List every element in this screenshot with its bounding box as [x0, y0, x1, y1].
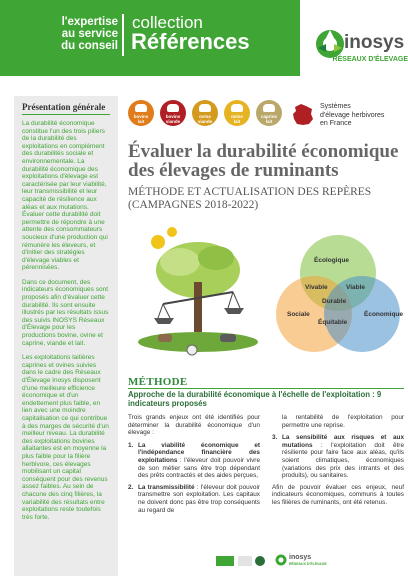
- list-item-text: : l'exploitation doit être résiliente pour faire face aux aléas, qu'ils soient climatiques, économiques (variations des prix des intrants et des produits), ou sanitaires.: [282, 441, 404, 480]
- list-number: 2.: [128, 483, 134, 491]
- tagline: [18, 16, 118, 52]
- systems-label: [320, 103, 404, 129]
- sidebar-paragraph: La durabilité économique constitue l'un des trois piliers de la durabilité des exploitations en complément des durabilités sociale et environnementale. La durabilité économique des exploitations d'élevage est caractérisée par leur viabilité, leur transmissibilité et leur capacité de résilience aux aléas et aux mutations. Évaluer cette durabilité doit permettre de répondre à une attente des consommateurs soucieux d'une production qui rémunère les éleveurs, et d'initier des stratégies d'élevage viables et pérennisées.: [22, 120, 108, 272]
- methode-column-right: [272, 414, 404, 512]
- list-item-bold: La sensibilité aux risques et aux mutations: [282, 434, 404, 449]
- venn-label-sociale: Sociale: [287, 311, 310, 318]
- badge-bovins-viande: [160, 100, 186, 126]
- tagline-line: du conseil: [61, 40, 118, 52]
- badge-label: caprins: [260, 114, 277, 119]
- enjeux-list: [128, 442, 260, 514]
- badge-label: viande: [197, 119, 213, 124]
- goat-icon: [263, 104, 275, 112]
- venn-label-ecologique: Écologique: [314, 257, 350, 264]
- methode-intro: Trois grands enjeux ont été identifiés pour déterminer la durabilité économique d'un élevage :: [128, 414, 260, 437]
- systems-line: Systèmes: [320, 103, 351, 110]
- list-number: 3.: [272, 434, 278, 442]
- section-subtitle: Approche de la durabilité économique à l'échelle de l'exploitation : 9 indicateurs proposés: [128, 390, 382, 408]
- list-item-text: : l'éleveur doit pouvoir transmettre son exploitation. Les capitaux ne doivent donc pas être trop conséquents au regard de: [138, 483, 260, 514]
- durability-venn-diagram: [268, 228, 408, 360]
- venn-label-economique: Économique: [364, 311, 404, 318]
- france-map-icon: [291, 103, 315, 127]
- badge-label: bovins: [133, 114, 149, 119]
- badge-ovins-lait: [224, 100, 250, 126]
- list-item-bold: La transmissibilité: [138, 483, 195, 491]
- enjeux-list-continued: [272, 434, 404, 480]
- badge-bovins-lait: [128, 100, 154, 126]
- badge-ovins-viande: [192, 100, 218, 126]
- sidebar-paragraph: Dans ce document, des indicateurs économiques sont proposés afin d'évaluer cette durabilité. Ils sont ensuite illustrés par les résultats issus des suivis INOSYS Réseaux d'Élevage pour les productions bovine, ovine et caprine, viande et lait.: [22, 278, 109, 347]
- list-item: [128, 442, 260, 480]
- sheep-icon: [199, 104, 211, 112]
- badge-label: lait: [137, 119, 145, 124]
- sheep-icon: [231, 104, 243, 112]
- logo-name: inosys: [344, 32, 405, 53]
- sidebar-rule: [22, 114, 110, 115]
- badge-label: bovins: [165, 114, 181, 119]
- collection-label: collection: [132, 13, 203, 32]
- list-item: [128, 484, 260, 514]
- badge-label: viande: [165, 119, 181, 124]
- scale-illustration-icon: [128, 222, 268, 372]
- tagline-line: au service: [61, 28, 118, 40]
- badge-label: lait: [233, 119, 241, 124]
- header: [0, 0, 408, 96]
- sidebar-presentation: [14, 96, 118, 576]
- methode-closing: Afin de pouvoir évaluer ces enjeux, neuf indicateurs économiques, communs à toutes les filières de ruminants, ont été retenus.: [272, 483, 404, 506]
- badge-label: ovins: [199, 114, 211, 119]
- venn-label-vivable: Vivable: [305, 284, 328, 291]
- cow-icon: [167, 104, 179, 112]
- sidebar-paragraph: Les exploitations laitières caprines et ovines suivies dans le cadre des Réseaux d'Élevage Inosys disposent d'une meilleure efficience économique et d'un endettement plus faible, en lien avec une moindre capitalisation ce qui contribue à des marges de sécurité d'un meilleur niveau. La durabilité des exploitations bovines allaitantes est en moyenne la plus faible pour la filière herbivore, ces élevages mobilisant un capital conséquent pour des revenus assez faibles. Au sein de chacune des cinq filières, la variabilité des résultats entre exploitations reste toutefois très forte.: [22, 354, 109, 521]
- section-rule: [128, 388, 404, 389]
- cow-icon: [135, 104, 147, 112]
- sidebar-heading: Présentation générale: [22, 102, 106, 112]
- badge-caprins-lait: [256, 100, 282, 126]
- list-item-continuation: la rentabilité de l'exploitation pour permettre une reprise.: [282, 414, 404, 429]
- section-title-methode: MÉTHODE: [128, 376, 188, 388]
- footer-inosys-logo: [275, 552, 325, 572]
- footer-logo-subtitle: RÉSEAUX D'ÉLEVAGE: [289, 562, 327, 566]
- badge-label: lait: [265, 119, 273, 124]
- logo-subtitle: RÉSEAUX D'ÉLEVAGE: [332, 56, 408, 63]
- venn-label-viable: Viable: [346, 284, 366, 291]
- badge-label: ovins: [231, 114, 243, 119]
- header-divider: [122, 14, 124, 56]
- systems-line: en France: [320, 120, 352, 127]
- systems-line: d'élevage herbivores: [320, 111, 385, 119]
- venn-label-durable: Durable: [322, 298, 347, 305]
- production-badges: [128, 100, 288, 134]
- list-item: [272, 434, 404, 480]
- page-title: Évaluer la durabilité économique des élevages de ruminants: [128, 141, 399, 181]
- footer-logo-name: inosys: [289, 554, 312, 561]
- inosys-small-icon: [275, 554, 287, 566]
- collection-name: Références: [131, 29, 250, 54]
- page-subtitle: MÉTHODE ET ACTUALISATION DES REPÈRES (CAMPAGNES 2018-2022): [128, 186, 372, 211]
- list-number: 1.: [128, 441, 134, 449]
- partner-logos-icon: [210, 552, 280, 570]
- list-item-text: : l'éleveur doit pouvoir vivre de son métier sans être trop dépendant des prêts contractés et des aides perçues,: [138, 456, 260, 480]
- venn-label-equitable: Équitable: [318, 319, 348, 326]
- tagline-line: l'expertise: [61, 16, 118, 28]
- list-item-bold: La viabilité économique et l'indépendance financière des exploitations: [138, 441, 260, 464]
- methode-column-left: [128, 414, 260, 518]
